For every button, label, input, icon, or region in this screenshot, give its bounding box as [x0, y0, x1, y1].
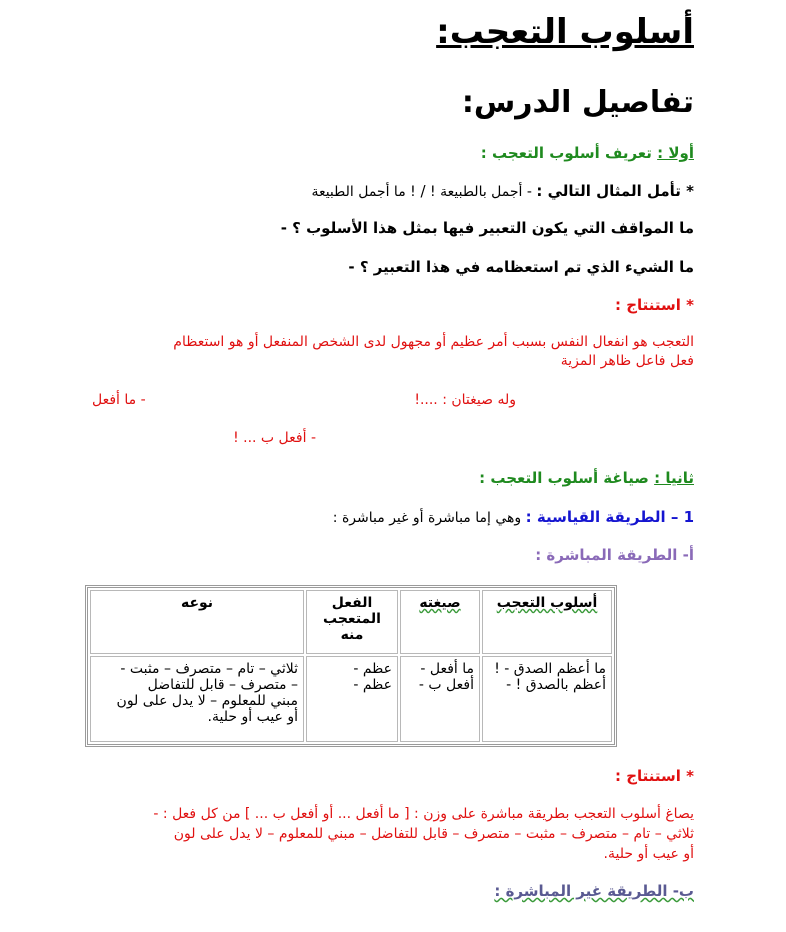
table-type-line-3: مبني للمعلوم – لا يدل على لون [116, 693, 298, 709]
forms-intro: وله صيغتان : ....! [414, 392, 516, 408]
lesson-details-heading: تفاصيل الدرس: [461, 85, 694, 120]
table-style-line-1: ما أعظم الصدق - ! [494, 661, 606, 677]
table-header-type: نوعه [90, 590, 304, 654]
conclusion-2-heading: * استنتاج : [615, 767, 694, 785]
table-row [90, 656, 612, 742]
table-form-line-2: أفعل ب - [418, 677, 474, 693]
table-type-line-2: – متصرف – قابل للتفاضل [147, 677, 298, 693]
forms-line-2 [80, 430, 694, 446]
conclusion-1-heading: * استنتاج : [615, 296, 694, 314]
rule-line-1: يصاغ أسلوب التعجب بطريقة مباشرة على وزن : [ ما أفعل ... أو أفعل ب ... ] من كل فعل : - [153, 806, 694, 822]
table-cell-type [90, 656, 304, 742]
table-verb-line-2: عظم - [353, 677, 392, 693]
rule-line-3: أو عيب أو حلية. [603, 846, 694, 862]
table-header-style: أسلوب التعجب [482, 590, 612, 654]
page-title: أسلوب التعجب: [436, 12, 694, 52]
definition-line-1: التعجب هو انفعال النفس بسبب أمر عظيم أو مجهول لدى الشخص المنفعل أو هو استعظام [173, 334, 694, 350]
rule-line-2: ثلاثي – تام – متصرف – مثبت – متصرف – قابل للتفاضل – مبني للمعلوم – لا يدل على لون [173, 826, 694, 842]
direct-method-heading: أ- الطريقة المباشرة : [535, 546, 694, 564]
standard-method-rest: وهي إما مباشرة أو غير مباشرة : [332, 510, 526, 526]
section-first-heading [80, 144, 694, 162]
example-prefix: * تأمل المثال التالي : [536, 182, 694, 200]
table-type-line-1: ثلاثي – تام – متصرف – مثبت - [120, 661, 298, 677]
indirect-method-heading: ب- الطريقة غير المباشرة : [494, 882, 694, 900]
section-second-text: صياغة أسلوب التعجب : [479, 469, 655, 487]
table-cell-verb [306, 656, 398, 742]
example-1: ! ما أجمل الطبيعة [311, 184, 416, 200]
table-header-verb: الفعل المتعجب منه [306, 590, 398, 654]
table-form-line-1: ما أفعل - [420, 661, 474, 677]
table-cell-style [482, 656, 612, 742]
formation-table [85, 585, 617, 747]
example-line [80, 182, 694, 200]
standard-method-line [80, 508, 694, 526]
forms-form1: - ما أفعل [92, 392, 146, 408]
question-1: ما المواقف التي يكون التعبير فيها بمثل هذا الأسلوب ؟ - [280, 219, 694, 237]
table-type-line-4: أو عيب أو حلية. [207, 709, 298, 725]
standard-method-number: 1 – [665, 508, 694, 526]
table-style-line-2: أعظم بالصدق ! - [506, 677, 606, 693]
table-header-form: صيغته [400, 590, 480, 654]
section-second-heading [80, 469, 694, 487]
example-separator: / [415, 182, 426, 200]
definition-line-2: فعل فاعل ظاهر المزية [560, 353, 694, 369]
question-2: ما الشيء الذي تم استعظامه في هذا التعبير ؟ - [348, 258, 694, 276]
table-verb-line-1: عظم - [353, 661, 392, 677]
example-2: - أجمل بالطبيعة ! [425, 184, 537, 200]
standard-method-label: الطريقة القياسية : [525, 508, 666, 526]
forms-line-1 [80, 392, 694, 408]
forms-form2: - أفعل ب ... ! [233, 430, 316, 446]
section-second-label: ثانيا : [654, 469, 694, 487]
section-first-text: تعريف أسلوب التعجب : [480, 144, 658, 162]
table-cell-form [400, 656, 480, 742]
section-first-label: أولا : [657, 144, 694, 162]
table-header-row [90, 590, 612, 654]
